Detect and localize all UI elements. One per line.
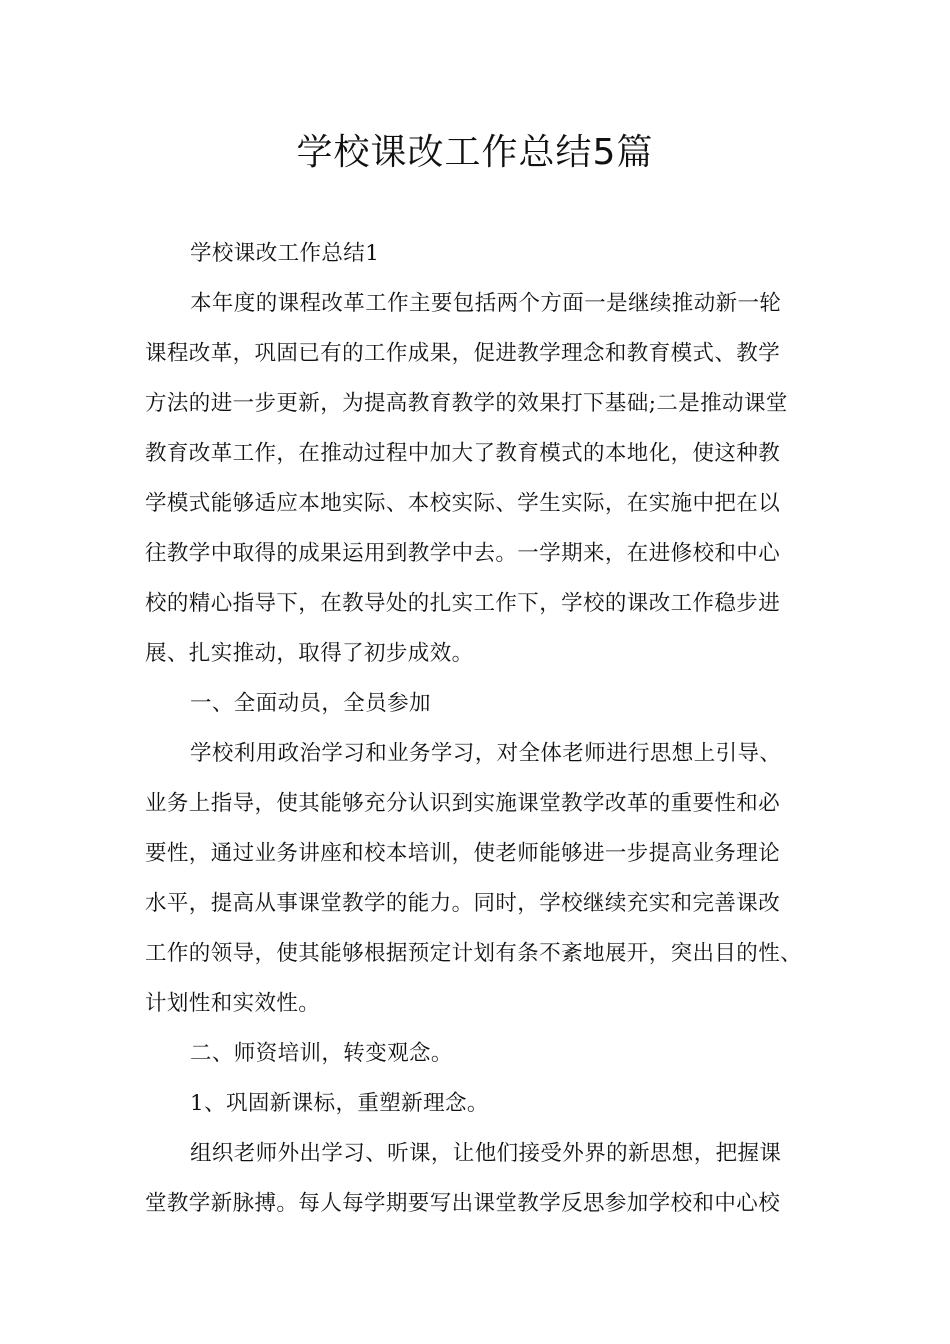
- text-line: 要性，通过业务讲座和校本培训，使老师能够进一步提高业务理论: [145, 841, 781, 866]
- text-line: 学校课改工作总结1: [190, 241, 380, 266]
- text-line: 课程改革，巩固已有的工作成果，促进教学理念和教育模式、教学: [145, 341, 781, 366]
- text-line: 计划性和实效性。: [145, 991, 321, 1016]
- text-line: 学模式能够适应本地实际、本校实际、学生实际，在实施中把在以: [145, 491, 781, 516]
- text-line: 教育改革工作，在推动过程中加大了教育模式的本地化，使这种教: [145, 441, 781, 466]
- text-line: 方法的进一步更新，为提高教育教学的效果打下基础;二是推动课堂: [145, 391, 788, 416]
- document-title: 学校课改工作总结5篇: [296, 132, 654, 173]
- document-body: [145, 229, 825, 1229]
- text-line: 一、全面动员，全员参加: [190, 691, 431, 716]
- text-line: 组织老师外出学习、听课，让他们接受外界的新思想，把握课: [190, 1141, 782, 1166]
- text-line: 堂教学新脉搏。每人每学期要写出课堂教学反思参加学校和中心校: [145, 1191, 781, 1216]
- text-line: 工作的领导，使其能够根据预定计划有条不紊地展开，突出目的性、: [145, 941, 803, 966]
- text-line: 1、巩固新课标，重塑新理念。: [190, 1091, 489, 1116]
- text-line: 学校利用政治学习和业务学习，对全体老师进行思想上引导、: [190, 741, 782, 766]
- text-line: 往教学中取得的成果运用到教学中去。一学期来，在进修校和中心: [145, 541, 781, 566]
- text-line: 展、扎实推动，取得了初步成效。: [145, 641, 474, 666]
- text-line: 校的精心指导下，在教导处的扎实工作下，学校的课改工作稳步进: [145, 591, 781, 616]
- text-line: 二、师资培训，转变观念。: [190, 1041, 453, 1066]
- text-line: 水平，提高从事课堂教学的能力。同时，学校继续充实和完善课改: [145, 891, 781, 916]
- text-line: 业务上指导，使其能够充分认识到实施课堂教学改革的重要性和必: [145, 791, 781, 816]
- text-line: 本年度的课程改革工作主要包括两个方面一是继续推动新一轮: [190, 291, 782, 316]
